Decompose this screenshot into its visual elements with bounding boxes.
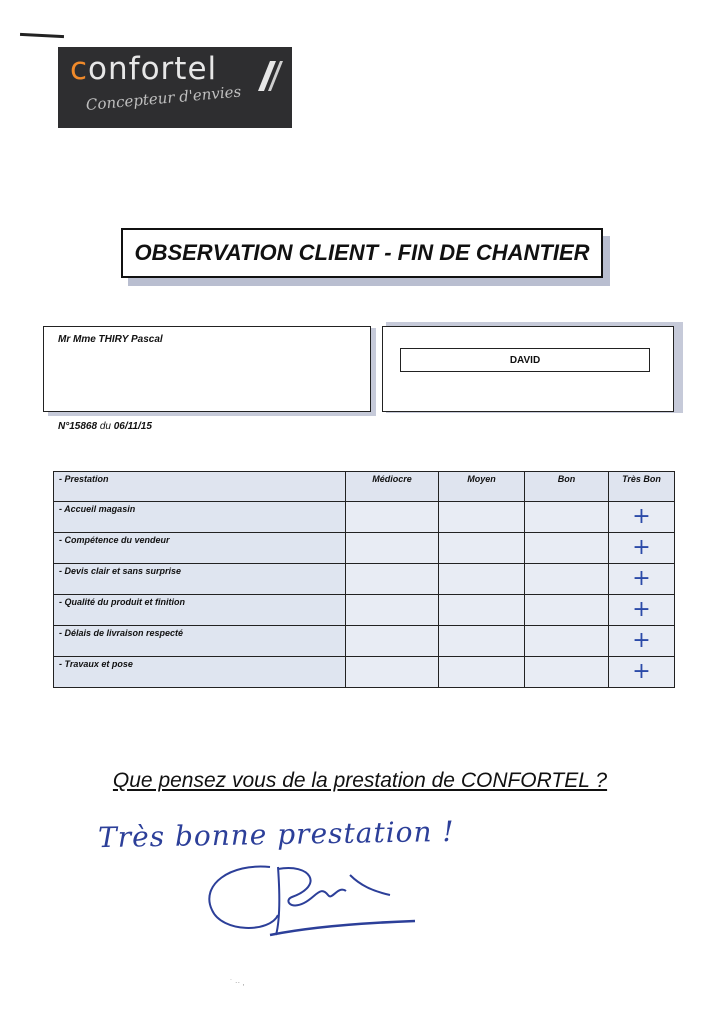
seller-panel [382, 326, 674, 412]
logo-word: onfortel [88, 51, 218, 87]
rating-cell [346, 564, 439, 595]
rating-cell-selected [609, 564, 675, 595]
handwritten-check-mark: + [632, 566, 651, 591]
rating-cell [439, 595, 525, 626]
column-header: Moyen [439, 472, 525, 502]
rating-cell-selected [609, 595, 675, 626]
order-date-prefix: du [99, 421, 111, 432]
table-row [54, 595, 675, 626]
feedback-question: Que pensez vous de la prestation de CONFORTEL ? [112, 769, 608, 792]
rating-cell [439, 564, 525, 595]
rating-cell [525, 564, 609, 595]
client-name: Mr Mme THIRY Pascal [58, 334, 163, 345]
rating-cell [346, 657, 439, 688]
logo-slash-icon [254, 57, 284, 93]
scan-mark [20, 33, 64, 38]
criterion-label: - Compétence du vendeur [54, 533, 346, 564]
confortel-logo [58, 47, 292, 128]
rating-cell [525, 595, 609, 626]
rating-cell-selected [609, 502, 675, 533]
table-row [54, 657, 675, 688]
rating-cell [439, 657, 525, 688]
logo-tagline: Concepteur d'envies [85, 82, 242, 114]
order-date: 06/11/15 [113, 421, 152, 432]
rating-cell [346, 533, 439, 564]
rating-cell [525, 502, 609, 533]
rating-cell [346, 595, 439, 626]
scan-noise: ˙ ·· , [230, 978, 245, 987]
rating-cell [439, 502, 525, 533]
rating-cell [525, 657, 609, 688]
rating-cell-selected [609, 533, 675, 564]
rating-table [53, 471, 675, 688]
column-header: Très Bon [609, 472, 675, 502]
criterion-label: - Devis clair et sans surprise [54, 564, 346, 595]
handwritten-check-mark: + [632, 504, 651, 529]
rating-header-row [54, 472, 675, 502]
seller-name: DAVID [400, 348, 650, 372]
order-number: 15868 [69, 421, 98, 432]
handwritten-check-mark: + [632, 535, 651, 560]
logo-initial: c [70, 51, 89, 87]
rating-cell [346, 626, 439, 657]
handwritten-answer: Très bonne prestation ! [97, 814, 455, 855]
criterion-label: - Délais de livraison respecté [54, 626, 346, 657]
table-row [54, 626, 675, 657]
criterion-label: - Qualité du produit et finition [54, 595, 346, 626]
rating-cell-selected [609, 657, 675, 688]
client-panel [43, 326, 371, 412]
signature [200, 855, 440, 950]
document-title: OBSERVATION CLIENT - FIN DE CHANTIER [121, 228, 603, 278]
rating-cell [525, 533, 609, 564]
criterion-label: - Accueil magasin [54, 502, 346, 533]
order-reference [58, 421, 152, 432]
column-header: Médiocre [346, 472, 439, 502]
table-row [54, 502, 675, 533]
table-row [54, 564, 675, 595]
handwritten-check-mark: + [632, 628, 651, 653]
handwritten-check-mark: + [632, 659, 651, 684]
rating-cell-selected [609, 626, 675, 657]
criterion-label: - Travaux et pose [54, 657, 346, 688]
table-row [54, 533, 675, 564]
column-header: Bon [525, 472, 609, 502]
column-header: - Prestation [54, 472, 346, 502]
rating-cell [439, 626, 525, 657]
rating-cell [439, 533, 525, 564]
handwritten-check-mark: + [632, 597, 651, 622]
rating-cell [525, 626, 609, 657]
order-prefix: N° [58, 421, 70, 432]
rating-cell [346, 502, 439, 533]
